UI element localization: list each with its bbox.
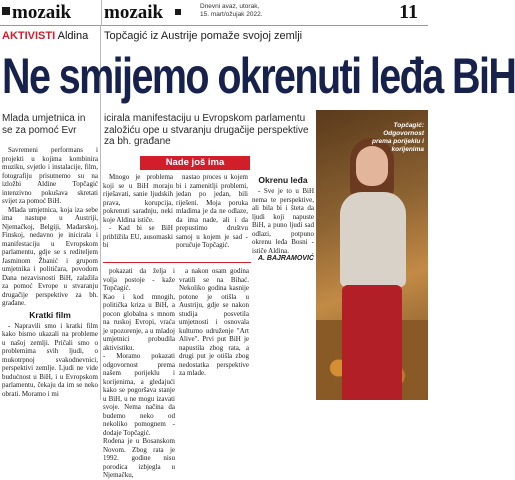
paragraph: - Kad bi se BiH približila EU, ausomaski bi <box>103 224 173 249</box>
paragraph: a nakon osam godina vratili se na Bihać. Nekoliko godina kasnije potone je otišla u Austriju, gdje se nakon studija posvetila umjetnosti i osnovala kulturno udruženje "Art Alive". Prvi put BiH je napustila zbog rata, a drugi put je otišla zbog nedostatka perspektive za mlade. <box>179 267 249 377</box>
article-column-2 <box>103 267 175 479</box>
square-bullet-icon <box>2 7 10 15</box>
subheading: Kratki film <box>29 309 71 320</box>
paragraph: Savremeni performans i projekti u kojima kombinira muziku, svjetlo i instalacije, film, fotografiju prisutnemo su na izložbi Aldine Topčagić intenzivno pokušava skretati svijet za pomoć BiH. <box>2 146 98 205</box>
headline-block <box>0 48 515 111</box>
portrait-sweater <box>340 192 406 287</box>
subheading: Okrenu leđa <box>258 175 308 185</box>
kicker-label: AKTIVISTI <box>2 30 56 42</box>
kicker-name: Aldina <box>55 30 89 42</box>
portrait-photo <box>316 110 428 400</box>
portrait-trousers <box>342 285 402 400</box>
square-bullet-icon <box>175 9 181 15</box>
box-title: Nade još ima <box>140 156 250 170</box>
box-column-2 <box>176 173 248 259</box>
article-column-3 <box>179 267 249 400</box>
headline: Ne smijemo okrenuti leđa BiH <box>2 48 515 104</box>
article-column-1 <box>2 146 98 400</box>
paragraph: - Sve je to u BiH nema te perspektive, ali bila bi i šteta da ljudi koji napuste BiH, a puno ljudi sad odlazi, potpuno okrenu leđa Bosni - ističe Aldina. <box>252 187 314 255</box>
right-masthead <box>101 0 428 26</box>
page-number: 11 <box>399 1 418 23</box>
box-divider <box>103 262 251 263</box>
issue-date: Dnevni avaz, utorak, 15. mart/ožujak 2022. <box>200 3 263 18</box>
lead-right: icirala manifestaciju u Evropskom parlamentu založiću ope u stvaranju drugačije perspektive za bh. građane <box>104 113 309 147</box>
left-masthead <box>0 0 100 26</box>
author-signature: A. BAJRAMOVIĆ <box>257 255 314 262</box>
paragraph: - Napravili smo i kratki film kako bismo ukazali na probleme u našoj zemlji. Pričali smo o problemima svih ljudi, o mukotrpnoj svakodnevnici, perspektivi zemlje. Ljudi ne vide budućnost u BiH, i u Evropskom parlamentu, čekaju da im se neko obrati. Moramo i mi <box>2 321 98 398</box>
kicker-left <box>2 30 88 46</box>
page-header <box>0 0 428 26</box>
paragraph: nastao proces u kojem bi i zamenitlji problemi, jedan po jedan, bili riješeni. Moja poruka mladima je da ne odlaze, da ima nade, ali i da prepustimo društvu samoj u kojem je sad - poručuje Topčagić. <box>176 173 248 249</box>
paragraph: pokazati da želja i volja postoje - kaže Topčagić. Kao i kod mnogih, politička kriza u BiH, a pocon globalna s mnom na ruskoj Evropi, vraća je upozorenje, a u mladoj umjetnici probudila aktivistiku. - Moramo pokazati odgovornost prema našem porijeklu i korijenima, a gledajući kako se pogoršava stanje u BiH, u ne mogu izavati svoje. Nema načina da budemo neko od nekoliko pomognem - dodaje Topčagić. Rođena je u Bosanskom Novom. Zbog rata je 1992. godine nisu porodica izbjegla u Njemačku, <box>103 267 175 479</box>
masthead-left: mozaik <box>12 2 72 23</box>
kicker-right: Topčagić iz Austrije pomaže svojoj zemlji <box>104 30 303 42</box>
box-column-1 <box>103 173 173 259</box>
masthead-right: mozaik <box>104 2 164 23</box>
paragraph: Mlada umjetnica, koja iza sebe ima nastupe u Austriji, Njemačkoj, Belgiji, Mađarskoj, Finskoj, nedavno je inicirala i manifestaciju u Evropskom parlamentu, gdje se s rediteljem Jasminom Žbanić i grupom umjetnika i političara, povodom Dana nezavisnosti BiH, zalažila za pomoć Evrope u stvaranju drugačije perspektive za bh. građane. <box>2 205 98 307</box>
paragraph: Mnogo je problema koji se u BiH moraju riješavati, ​​sanie ljudskih prava, korupcija, pokrenuti saradnju, neki koje Aldina ističe. <box>103 173 173 224</box>
article-column-4 <box>252 173 314 400</box>
photo-caption: Topčagić: Odgovornost prema porijeklu i korijenima <box>371 122 424 153</box>
lead-left: Mlada umjetnica in se za pomoć Evr <box>2 113 86 136</box>
